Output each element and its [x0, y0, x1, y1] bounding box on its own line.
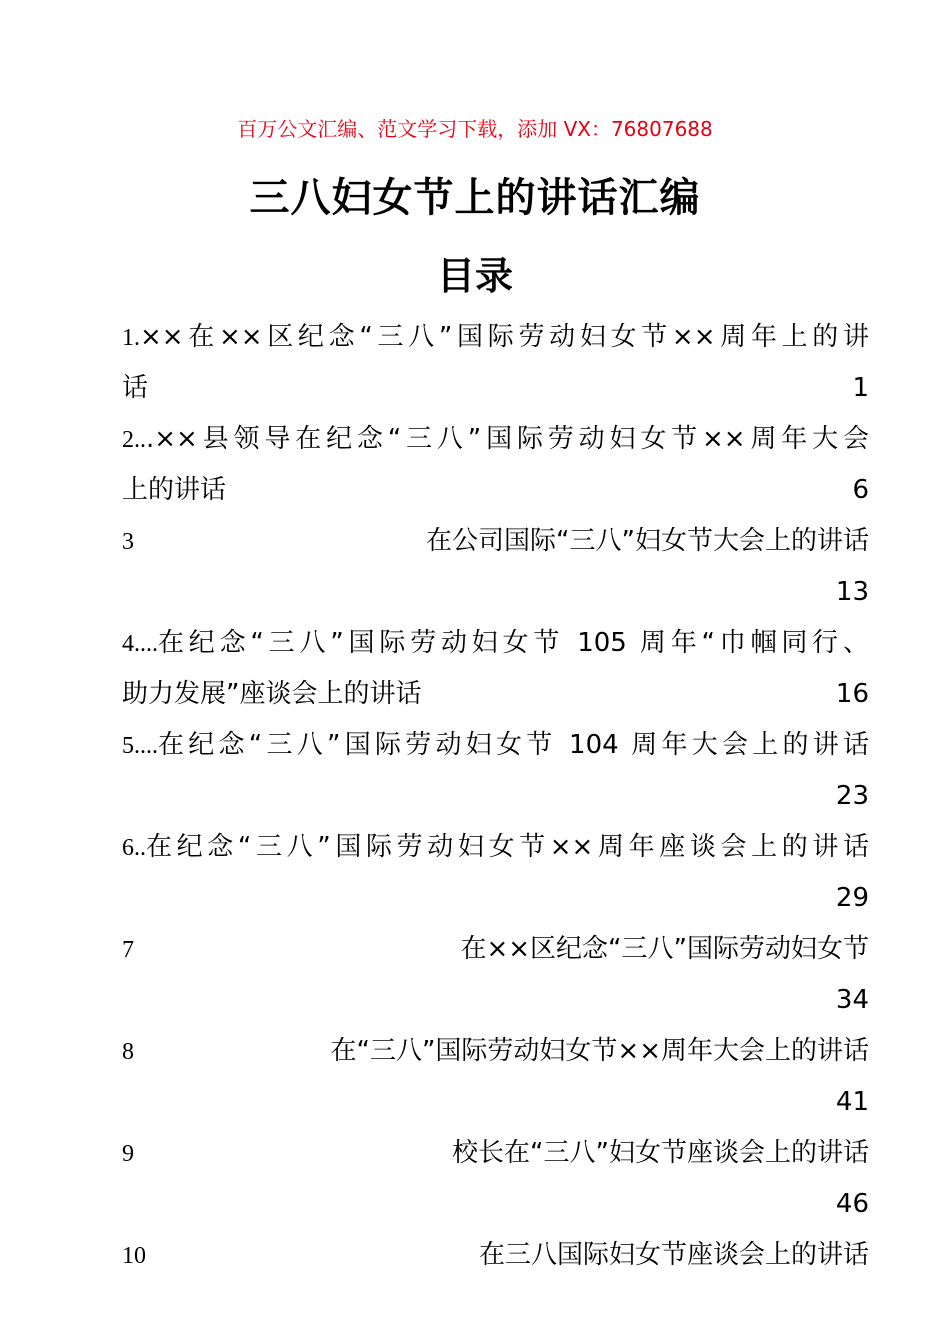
toc-entry-number: 5.... — [122, 733, 158, 759]
toc-entry-10[interactable] — [122, 1230, 869, 1281]
toc-entry-page: 34 — [835, 985, 869, 1015]
toc-entry-7[interactable] — [122, 924, 869, 1026]
download-notice: 百万公文汇编、范文学习下载，添加 VX：76807688 — [237, 117, 713, 141]
toc-entry-page: 1 — [852, 373, 869, 403]
toc-entry-title: 在公司国际“三八”妇女节大会上的讲话 — [426, 526, 869, 556]
toc-entry-number: 9 — [122, 1141, 134, 1167]
toc-entry-title-cont: 上的讲话 — [122, 475, 227, 505]
toc-entry-number: 2.. — [122, 427, 146, 453]
toc-entry-page: 23 — [835, 781, 869, 811]
toc-entry-page: 16 — [835, 679, 869, 709]
toc-entry-6[interactable] — [122, 822, 869, 924]
document-title: 三八妇女节上的讲话汇编 — [249, 175, 701, 221]
toc-entry-title: 在“三八”国际劳动妇女节××周年大会上的讲话 — [330, 1036, 869, 1066]
toc-entry-page: 13 — [835, 577, 869, 607]
toc-entry-page: 29 — [835, 883, 869, 913]
toc-entry-title: .××县领导在纪念“三八”国际劳动妇女节××周年大会 — [146, 424, 869, 454]
toc-entry-title: 在纪念“三八”国际劳动妇女节 104 周年大会上的讲话 — [158, 730, 869, 760]
toc-entry-page: 6 — [852, 475, 869, 505]
toc-entry-9[interactable] — [122, 1128, 869, 1230]
toc-entry-number: 7 — [122, 937, 134, 963]
toc-entry-number: 3 — [122, 529, 134, 555]
toc-entry-title: 在××区纪念“三八”国际劳动妇女节 — [460, 934, 869, 964]
toc-entry-title: 在纪念“三八”国际劳动妇女节 105 周年“巾帼同行、 — [158, 628, 869, 658]
toc-entry-3[interactable] — [122, 516, 869, 618]
toc-heading: 目录 — [436, 254, 513, 298]
toc-entry-number: 8 — [122, 1039, 134, 1065]
toc-entry-number: 4.... — [122, 631, 158, 657]
table-of-contents — [122, 312, 869, 1281]
toc-entry-title: 校长在“三八”妇女节座谈会上的讲话 — [452, 1138, 869, 1168]
toc-entry-title-cont: 话 — [122, 373, 149, 403]
toc-entry-5[interactable] — [122, 720, 869, 822]
toc-entry-title-cont: 助力发展”座谈会上的讲话 — [122, 679, 422, 709]
toc-entry-4[interactable] — [122, 618, 869, 720]
toc-entry-title: ××在××区纪念“三八”国际劳动妇女节××周年上的讲 — [140, 322, 869, 352]
toc-entry-number: 10 — [122, 1243, 146, 1269]
toc-entry-8[interactable] — [122, 1026, 869, 1128]
toc-entry-title: 在纪念“三八”国际劳动妇女节××周年座谈会上的讲话 — [146, 832, 869, 862]
toc-entry-2[interactable] — [122, 414, 869, 516]
toc-entry-1[interactable] — [122, 312, 869, 414]
toc-entry-title: 在三八国际妇女节座谈会上的讲话 — [478, 1240, 869, 1270]
toc-entry-page: 46 — [835, 1189, 869, 1219]
toc-entry-number: 1. — [122, 325, 140, 351]
toc-entry-page: 41 — [835, 1087, 869, 1117]
toc-entry-number: 6.. — [122, 835, 146, 861]
